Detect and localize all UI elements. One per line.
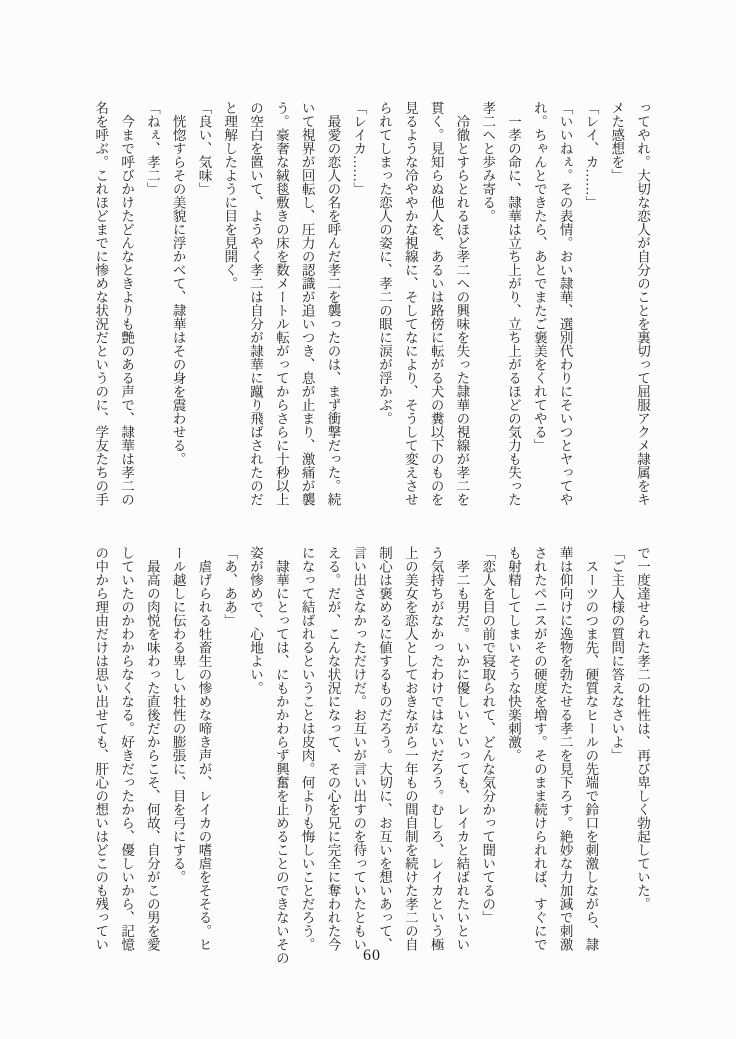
text-column: う気持ちがなかったわけではないだろう。むしろ、レイカという極: [428, 546, 444, 951]
text-column: られてしまった恋人の姿に、孝二の眼に涙が浮かぶ。: [377, 101, 393, 425]
text-column: 姿が惨めで、心地よい。: [248, 546, 264, 695]
text-column: の中から理由だけは思い出せても、肝心の想いはどこのも残ってい: [93, 546, 109, 951]
text-column: 隷華にとっては、にもかかわらず興奮を止めることのできないその: [273, 546, 289, 965]
bottom-text-block: [87, 546, 655, 968]
text-column: 名を呼ぶ。これほどまでに惨めな状況だというのに、学友たちの手: [93, 101, 109, 506]
text-column: になって結ばれるということは皮肉。何よりも悔しいことだろう。: [299, 546, 315, 951]
text-column: 「良い、気味」: [196, 101, 212, 196]
text-column: 恍惚すらその美貌に浮かべて、隷華はその身を震わせる。: [170, 101, 186, 466]
text-column: 最愛の恋人の名を呼んだ孝二を襲ったのは、まず衝撃だった。続: [325, 101, 341, 506]
text-column: も射精してしまいそうな快楽刺激。: [506, 546, 522, 762]
text-column: で一度達せられた孝二の牡性は、再び卑しく勃起していた。: [635, 546, 650, 911]
text-column: える。だが、こんな状況になって、その心を兄に完全に奪われた今: [325, 546, 341, 951]
text-column: ってやれ。大切な恋人が自分のことを裏切って屈服アクメ隷属をキ: [635, 101, 650, 506]
text-column: 今まで呼びかけたどんなときよりも艶のある声で、隷華は孝二の: [119, 101, 135, 506]
text-column: う。豪奢な絨毯敷きの床を数メートル転がってからさらに十秒以上: [273, 101, 289, 506]
text-column: 虐げられる牡畜生の惨めな啼き声が、レイカの嗜虐をそそる。ヒ: [196, 546, 212, 951]
text-column: 「いいねぇ。その表情。おい隷華、選別代わりにそいつとヤってや: [557, 101, 573, 506]
text-column: 貫く。見知らぬ他人を、あるいは路傍に転がる犬の糞以下のものを: [428, 101, 444, 506]
text-column: 最高の肉悦を味わった直後だからこそ、何故、自分がこの男を愛: [144, 546, 160, 951]
text-column: 上の美女を恋人としておきながら一年もの間自制を続けた孝二の自: [402, 546, 418, 951]
text-column: ール越しに伝わる卑しい牡性の膨張に、目を弓にする。: [170, 546, 186, 884]
text-column: していたのかわからなくなる。好きだったから、優しいから、記憶: [119, 546, 135, 951]
text-column: と理解したように目を見開く。: [222, 101, 238, 290]
text-column: 「レイ、カ……」: [583, 101, 599, 209]
text-column: 「ねぇ、孝二」: [144, 101, 160, 196]
text-column: の空白を置いて、ようやく孝二は自分が隷華に蹴り飛ばされたのだ: [248, 101, 264, 506]
text-column: れ。ちゃんとできたら、あとでまたご褒美をくれてやる」: [531, 101, 547, 452]
text-column: 「あ、ああ」: [222, 546, 238, 627]
text-column: 制心は褒めるに値するものだろう。大切に、お互いを想いあって、: [377, 546, 393, 951]
top-text-block: [87, 101, 655, 523]
text-column: 「ご主人様の質問に答えなさいよ」: [609, 546, 625, 762]
text-column: メた感想を」: [609, 101, 625, 182]
text-column: いて視界が回転し、圧力の認識が追いつき、息が止まり、激痛が襲: [299, 101, 315, 506]
text-column: 孝二へと歩み寄る。: [480, 101, 496, 223]
text-column: 華は仰向けに逸物を勃たせる孝二を見下ろす。絶妙な力加減で刺激: [557, 546, 573, 951]
text-column: 冷徹とすらとれるほど孝二への興味を失った隷華の視線が孝二を: [454, 101, 470, 506]
page-number: 60: [363, 947, 381, 964]
text-column: 一孝の命に、隷華は立ち上がり、立ち上がるほどの気力も失った: [506, 101, 522, 506]
text-column: 「レイカ……」: [351, 101, 367, 196]
text-column: 見るような冷ややかな視線に、そしてなにより、そうして変えさせ: [402, 101, 418, 506]
text-column: 孝二も男だ。いかに優しいといっても、レイカと結ばれたいとい: [454, 546, 470, 951]
text-column: 言い出さなかっただけだ。お互いが言い出すのを待っていたともい: [351, 546, 367, 951]
text-column: されたペニスがその硬度を増す。そのまま続けられれば、すぐにで: [531, 546, 547, 951]
text-column: 「恋人を目の前で寝取られて、どんな気分かって聞いてるの」: [480, 546, 496, 924]
text-column: スーツのつま先、硬質なヒールの先端で鈴口を刺激しながら、隷: [583, 546, 599, 951]
